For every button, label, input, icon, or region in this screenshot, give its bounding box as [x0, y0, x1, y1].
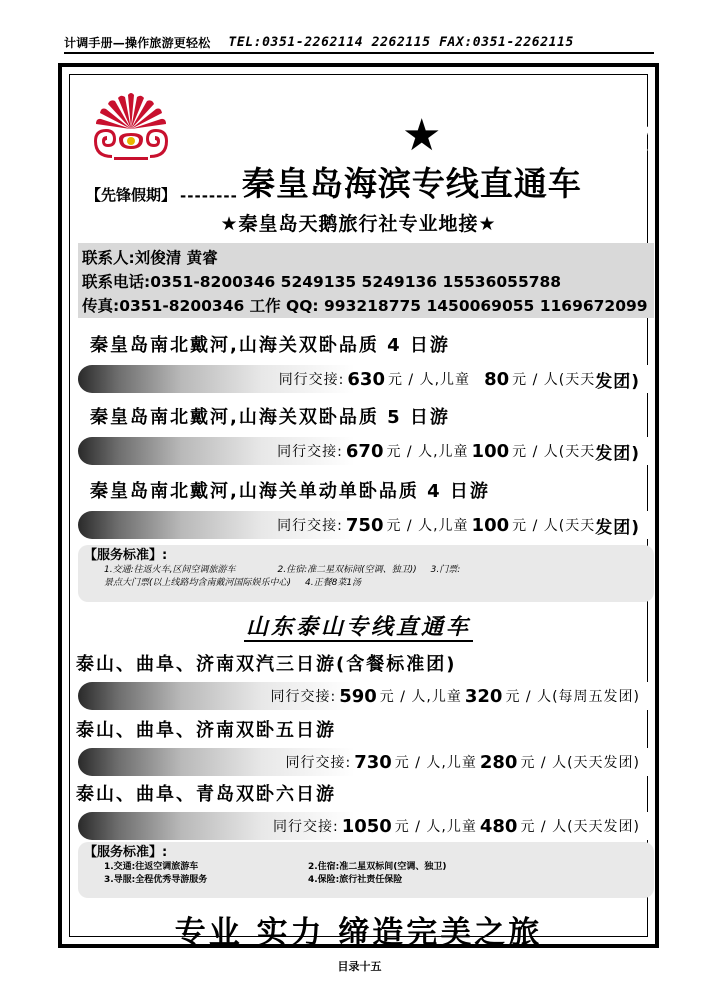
- adult-unit: 元 / 人,儿童: [386, 518, 469, 534]
- price-label: 同行交接:: [270, 689, 337, 705]
- qhd-headline: [86, 161, 656, 205]
- price-label: 同行交接:: [272, 819, 339, 835]
- price-bar: [78, 748, 654, 776]
- route-title: 秦皇岛南北戴河,山海关双卧品质 4 日游: [90, 335, 450, 356]
- shandong-section-title-text: 山东泰山专线直通车: [245, 615, 471, 640]
- service-item: 1.交通:往返空调旅游车: [104, 862, 199, 872]
- child-price: 320: [464, 685, 503, 707]
- service-title: 【服务标准】:: [84, 845, 168, 860]
- service-item: 2.住宿:准二星双标间(空调、独卫): [308, 862, 447, 872]
- adult-unit: 元 / 人,儿童: [394, 755, 477, 771]
- schedule: 发团): [595, 371, 640, 392]
- headline-tag: 【先锋假期】: [86, 186, 177, 204]
- child-price: 100: [471, 440, 510, 462]
- brand-row: [88, 89, 658, 167]
- service-item: 4.正餐8菜1汤: [305, 578, 362, 588]
- page-number: 目录十五: [337, 960, 382, 973]
- top-header: [64, 32, 654, 54]
- adult-unit: 元 / 人,儿童: [379, 689, 462, 705]
- child-price: 100: [471, 514, 510, 536]
- price-label: 同行交接:: [285, 755, 352, 771]
- service-item: 3.门票:: [430, 565, 461, 575]
- schedule: 发团): [595, 517, 640, 538]
- child-unit: 元 / 人(天天发团): [520, 819, 640, 835]
- contact-phone: 联系电话:0351-8200346 5249135 5249136 15536055788: [82, 273, 562, 291]
- shandong-section-title: [70, 610, 647, 641]
- child-price: 280: [479, 751, 518, 773]
- child-unit: 元 / 人(天天: [512, 518, 596, 534]
- service-standard-box: [78, 842, 654, 898]
- header-contacts: TEL:0351-2262114 2262115 FAX:0351-2262115: [228, 34, 574, 50]
- company-logo-icon: [88, 89, 174, 165]
- service-standard-box: [78, 545, 654, 602]
- adult-price: 670: [345, 440, 384, 462]
- adult-unit: 元 / 人,儿童: [394, 819, 477, 835]
- adult-price: 590: [339, 685, 377, 707]
- route-title: 秦皇岛南北戴河,山海关单动单卧品质 4 日游: [90, 481, 490, 502]
- headline-dashes: --------: [180, 187, 238, 205]
- brand-name: 新闻国旅: [188, 106, 389, 162]
- service-row: [84, 564, 648, 577]
- schedule: 发团): [595, 443, 640, 464]
- price-bar: [78, 511, 654, 539]
- adult-price: 750: [345, 514, 384, 536]
- child-unit: 元 / 人(天天发团): [520, 755, 640, 771]
- child-unit: 元 / 人(天天: [512, 372, 596, 388]
- price-bar: [78, 682, 654, 710]
- child-price: 480: [479, 815, 518, 837]
- service-row: [84, 861, 648, 874]
- adult-price: 1050: [341, 815, 392, 837]
- brand-title: [188, 95, 657, 164]
- price-bar: [78, 365, 654, 393]
- service-item: 2.住宿:准二星双标间(空调、独卫)): [277, 565, 417, 575]
- adult-unit: 元 / 人,儿童: [386, 444, 469, 460]
- footer-slogan: 专业 实力 缔造完美之旅: [174, 915, 543, 951]
- service-title: 【服务标准】:: [84, 548, 168, 563]
- header-slogan: 计调手册—操作旅游更轻松: [64, 35, 211, 50]
- contact-box: [78, 243, 654, 318]
- route-title: 秦皇岛南北戴河,山海关双卧品质 5 日游: [90, 407, 450, 428]
- ad-frame-inner: [69, 74, 658, 951]
- ad-frame: [58, 63, 659, 951]
- child-unit: 元 / 人(天天: [512, 444, 596, 460]
- service-item: 1.交通:往返火车,区间空调旅游车: [104, 565, 236, 575]
- child-unit: 元 / 人(每周五发团): [505, 689, 640, 705]
- price-label: 同行交接:: [277, 444, 343, 460]
- service-row: [84, 577, 648, 590]
- adult-price: 730: [354, 751, 392, 773]
- local-agency-subheadline: ★秦皇岛天鹅旅行社专业地接★: [220, 213, 497, 235]
- price-bar: [78, 437, 654, 465]
- price-label: 同行交接:: [278, 372, 345, 388]
- brand-center: 同业中心: [457, 106, 658, 162]
- price-bar: [78, 812, 654, 840]
- price-label: 同行交接:: [277, 518, 343, 534]
- service-item: 3.导服:全程优秀导游服务: [104, 875, 208, 885]
- service-row: [84, 874, 648, 887]
- adult-unit: 元 / 人,儿童: [387, 372, 471, 388]
- child-price: 80: [484, 368, 510, 390]
- adult-price: 630: [347, 368, 385, 390]
- service-item: 景点大门票(以上线路均含南戴河国际娱乐中心): [104, 578, 292, 588]
- brand-star-icon: ★: [402, 110, 444, 161]
- route-title: 泰山、曲阜、济南双汽三日游(含餐标准团): [76, 654, 457, 675]
- route-title: 泰山、曲阜、济南双卧五日游: [76, 720, 336, 741]
- service-item: 4.保险:旅行社责任保险: [308, 875, 403, 885]
- contact-people: 联系人:刘俊清 黄睿: [82, 249, 218, 267]
- contact-fax-qq: 传真:0351-8200346 工作 QQ: 993218775 1450069055 1169672099: [82, 297, 648, 315]
- headline-title: 秦皇岛海滨专线直通车: [241, 164, 582, 203]
- route-title: 泰山、曲阜、青岛双卧六日游: [76, 784, 336, 805]
